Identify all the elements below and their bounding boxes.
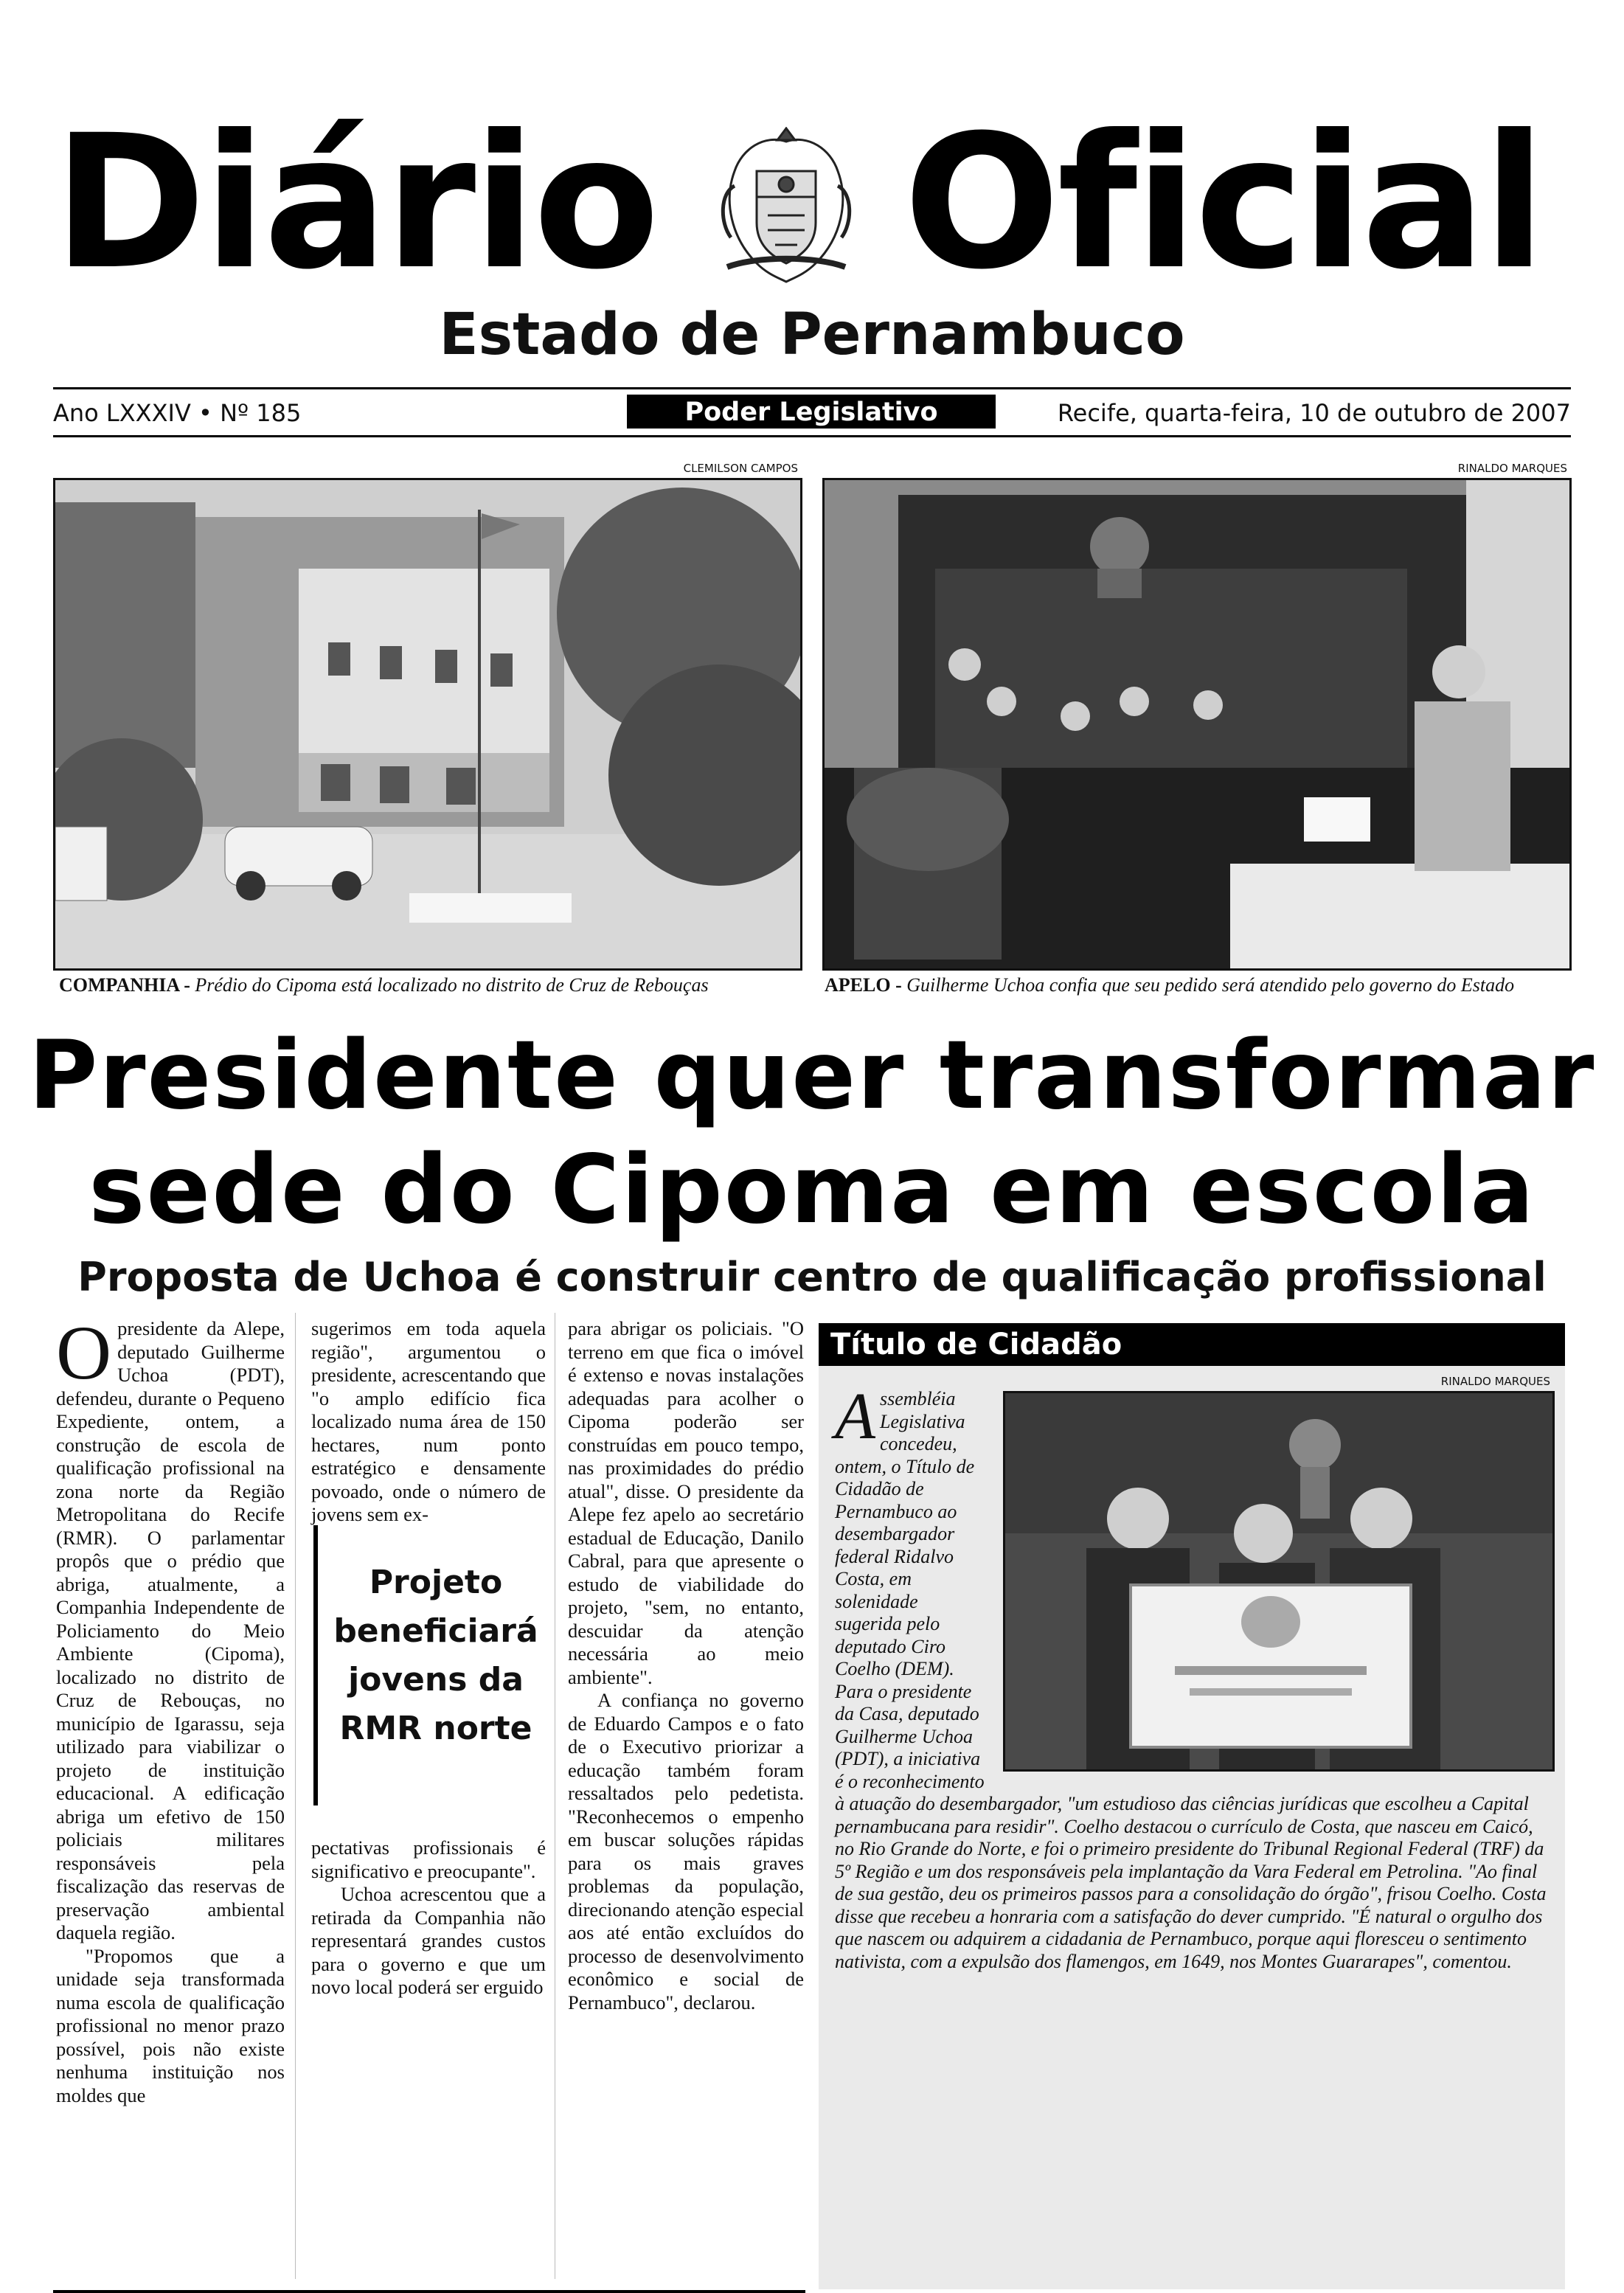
article-column-3 (568, 1317, 804, 2014)
photo-caption (825, 974, 1514, 997)
assembly-plenary-photo (822, 478, 1572, 971)
article-paragraph: para abrigar os policiais. "O terreno em que fica o imóvel é extenso e novas instalações adequadas para acolher o Cipoma poderão ser construídas em pouco tempo, nas proximidades do prédio atual", disse. O presidente da Alepe fez apelo ao secretário estadual de Educação, Danilo Cabral, para que apresente o estudo de viabilidade do projeto, "sem, no entanto, descuidar da atenção necessária ao meio ambiente". (568, 1317, 804, 1688)
photo-credit: RINALDO MARQUES (1440, 1375, 1550, 1388)
edition-number: Ano LXXXIV • Nº 185 (53, 399, 302, 427)
headline-line-2: sede do Cipoma em escola (89, 1135, 1535, 1245)
article-paragraph: Uchoa acrescentou que a retirada da Companhia não representará grandes custos para o governo e que um novo local poderá ser erguido (311, 1883, 546, 1998)
dateline: Recife, quarta-feira, 10 de outubro de 2007 (1057, 399, 1571, 427)
masthead-rule-bottom (53, 435, 1571, 437)
article-paragraph: presidente da Alepe, deputado Guilherme Uchoa (PDT), defendeu, durante o Pequeno Expediente, ontem, a construção de escola de qualificação profissional na zona norte da Região Metropolitana do Recife (RMR). O parlamentar propôs que o prédio que abriga, atualmente, a Companhia Independente de Policiamento do Meio Ambiente (Cipoma), localizado no distrito de Cruz de Rebouças, no município de Igarassu, seja utilizado para viabilizar o projeto de instituição educacional. A edificação abriga um efetivo de 150 policiais militares responsáveis pela fiscalização das reservas de preservação ambiental daquela região. (56, 1317, 285, 1943)
article-column-2 (311, 1317, 546, 1527)
cipoma-building-photo (53, 478, 802, 971)
caption-label: APELO - (825, 974, 902, 996)
article-paragraph: "Propomos que a unidade seja transformada numa escola de qualificação profissional no menor prazo possível, pois não existe nenhuma instituição nos moldes que (56, 1944, 285, 2106)
pernambuco-coat-of-arms-icon (712, 127, 860, 289)
pull-quote-line: RMR norte (339, 1710, 532, 1747)
caption-label: COMPANHIA - (59, 974, 190, 996)
headline-line-1: Presidente quer transformar (28, 1021, 1596, 1131)
article-column-1 (56, 1311, 285, 2107)
article-paragraph: pectativas profissionais é significativo e preocupante". (311, 1836, 546, 1882)
drop-cap: O (56, 1311, 112, 1395)
caption-text: Guilherme Uchoa confia que seu pedido será atendido pelo governo do Estado (901, 974, 1515, 996)
masthead-title-left: Diário (53, 95, 657, 310)
photo-credit: CLEMILSON CAMPOS (683, 462, 798, 475)
pull-quote-line: jovens da (348, 1661, 524, 1699)
pull-quote (313, 1525, 539, 1805)
masthead-title-right: Oficial (903, 95, 1544, 310)
photo-caption (59, 974, 709, 997)
pull-quote-line: Projeto (369, 1564, 503, 1601)
section-label: Poder Legislativo (627, 395, 996, 429)
article-paragraph: A confiança no governo de Eduardo Campos e o fato de o Executivo priorizar a educação também foram ressaltados pelo pedetista. "Reconhecemos o empenho em buscar soluções rápidas para os mais graves problemas da população, direcionando atenção especial aos até então excluídos do processo de desenvolvimento econômico e social de Pernambuco", declarou. (568, 1689, 804, 2013)
headline-deck: Proposta de Uchoa é construir centro de qualificação profissional (77, 1254, 1547, 1300)
masthead-subtitle: Estado de Pernambuco (439, 302, 1185, 368)
sidebar-photo-float-spacer (990, 1388, 1550, 1776)
masthead-rule-top (53, 387, 1571, 389)
article-paragraph: sugerimos em toda aquela região", argumentou o presidente, acrescentando que "o amplo edifício fica localizado numa área de 150 hectares, num ponto estratégico e densamente povoado, onde o número de jovens sem ex- (311, 1317, 546, 1525)
caption-text: Prédio do Cipoma está localizado no distrito de Cruz de Rebouças (190, 974, 709, 996)
bottom-rule (53, 2290, 805, 2293)
sidebar-title: Título de Cidadão (819, 1323, 1565, 1366)
photo-credit: RINALDO MARQUES (1457, 462, 1567, 475)
drop-cap: A (835, 1380, 875, 1453)
sidebar-paragraph: ssembléia Legislativa concedeu, ontem, o Título de Cidadão de Pernambuco ao desembargador federal Ridalvo Costa, em solenidade sugerida pelo deputado Ciro Coelho (DEM). Para o presidente da Casa, deputado Guilherme Uchoa (PDT), a iniciativa é o reconhecimento à atuação do desembargador, "um estudioso das ciências jurídicas que escolheu a Capital pernambucana para residir". Coelho destacou o currículo de Costa, que nasceu em Caicó, no Rio Grande do Norte, e foi o primeiro presidente do Tribunal Regional Federal (TRF) da 5º Região e um dos responsáveis pela implantação da Vara Federal em Petrolina. "Ao final de sua gestão, deu os primeiros passos para a consolidação do órgão", frisou Coelho. Costa disse que recebeu a honraria com a satisfação do dever cumprido. "É natural o orgulho dos que nascem ou adquirem a cidadania de Pernambuco, porque aqui floresceu o sentimento nativista, com a expulsão dos flamengos, em 1649, nos Montes Guararapes", comentou. (835, 1388, 1547, 1972)
column-divider (295, 1313, 296, 2279)
article-column-2-continued (311, 1836, 546, 1999)
pull-quote-line: beneficiará (333, 1612, 538, 1650)
